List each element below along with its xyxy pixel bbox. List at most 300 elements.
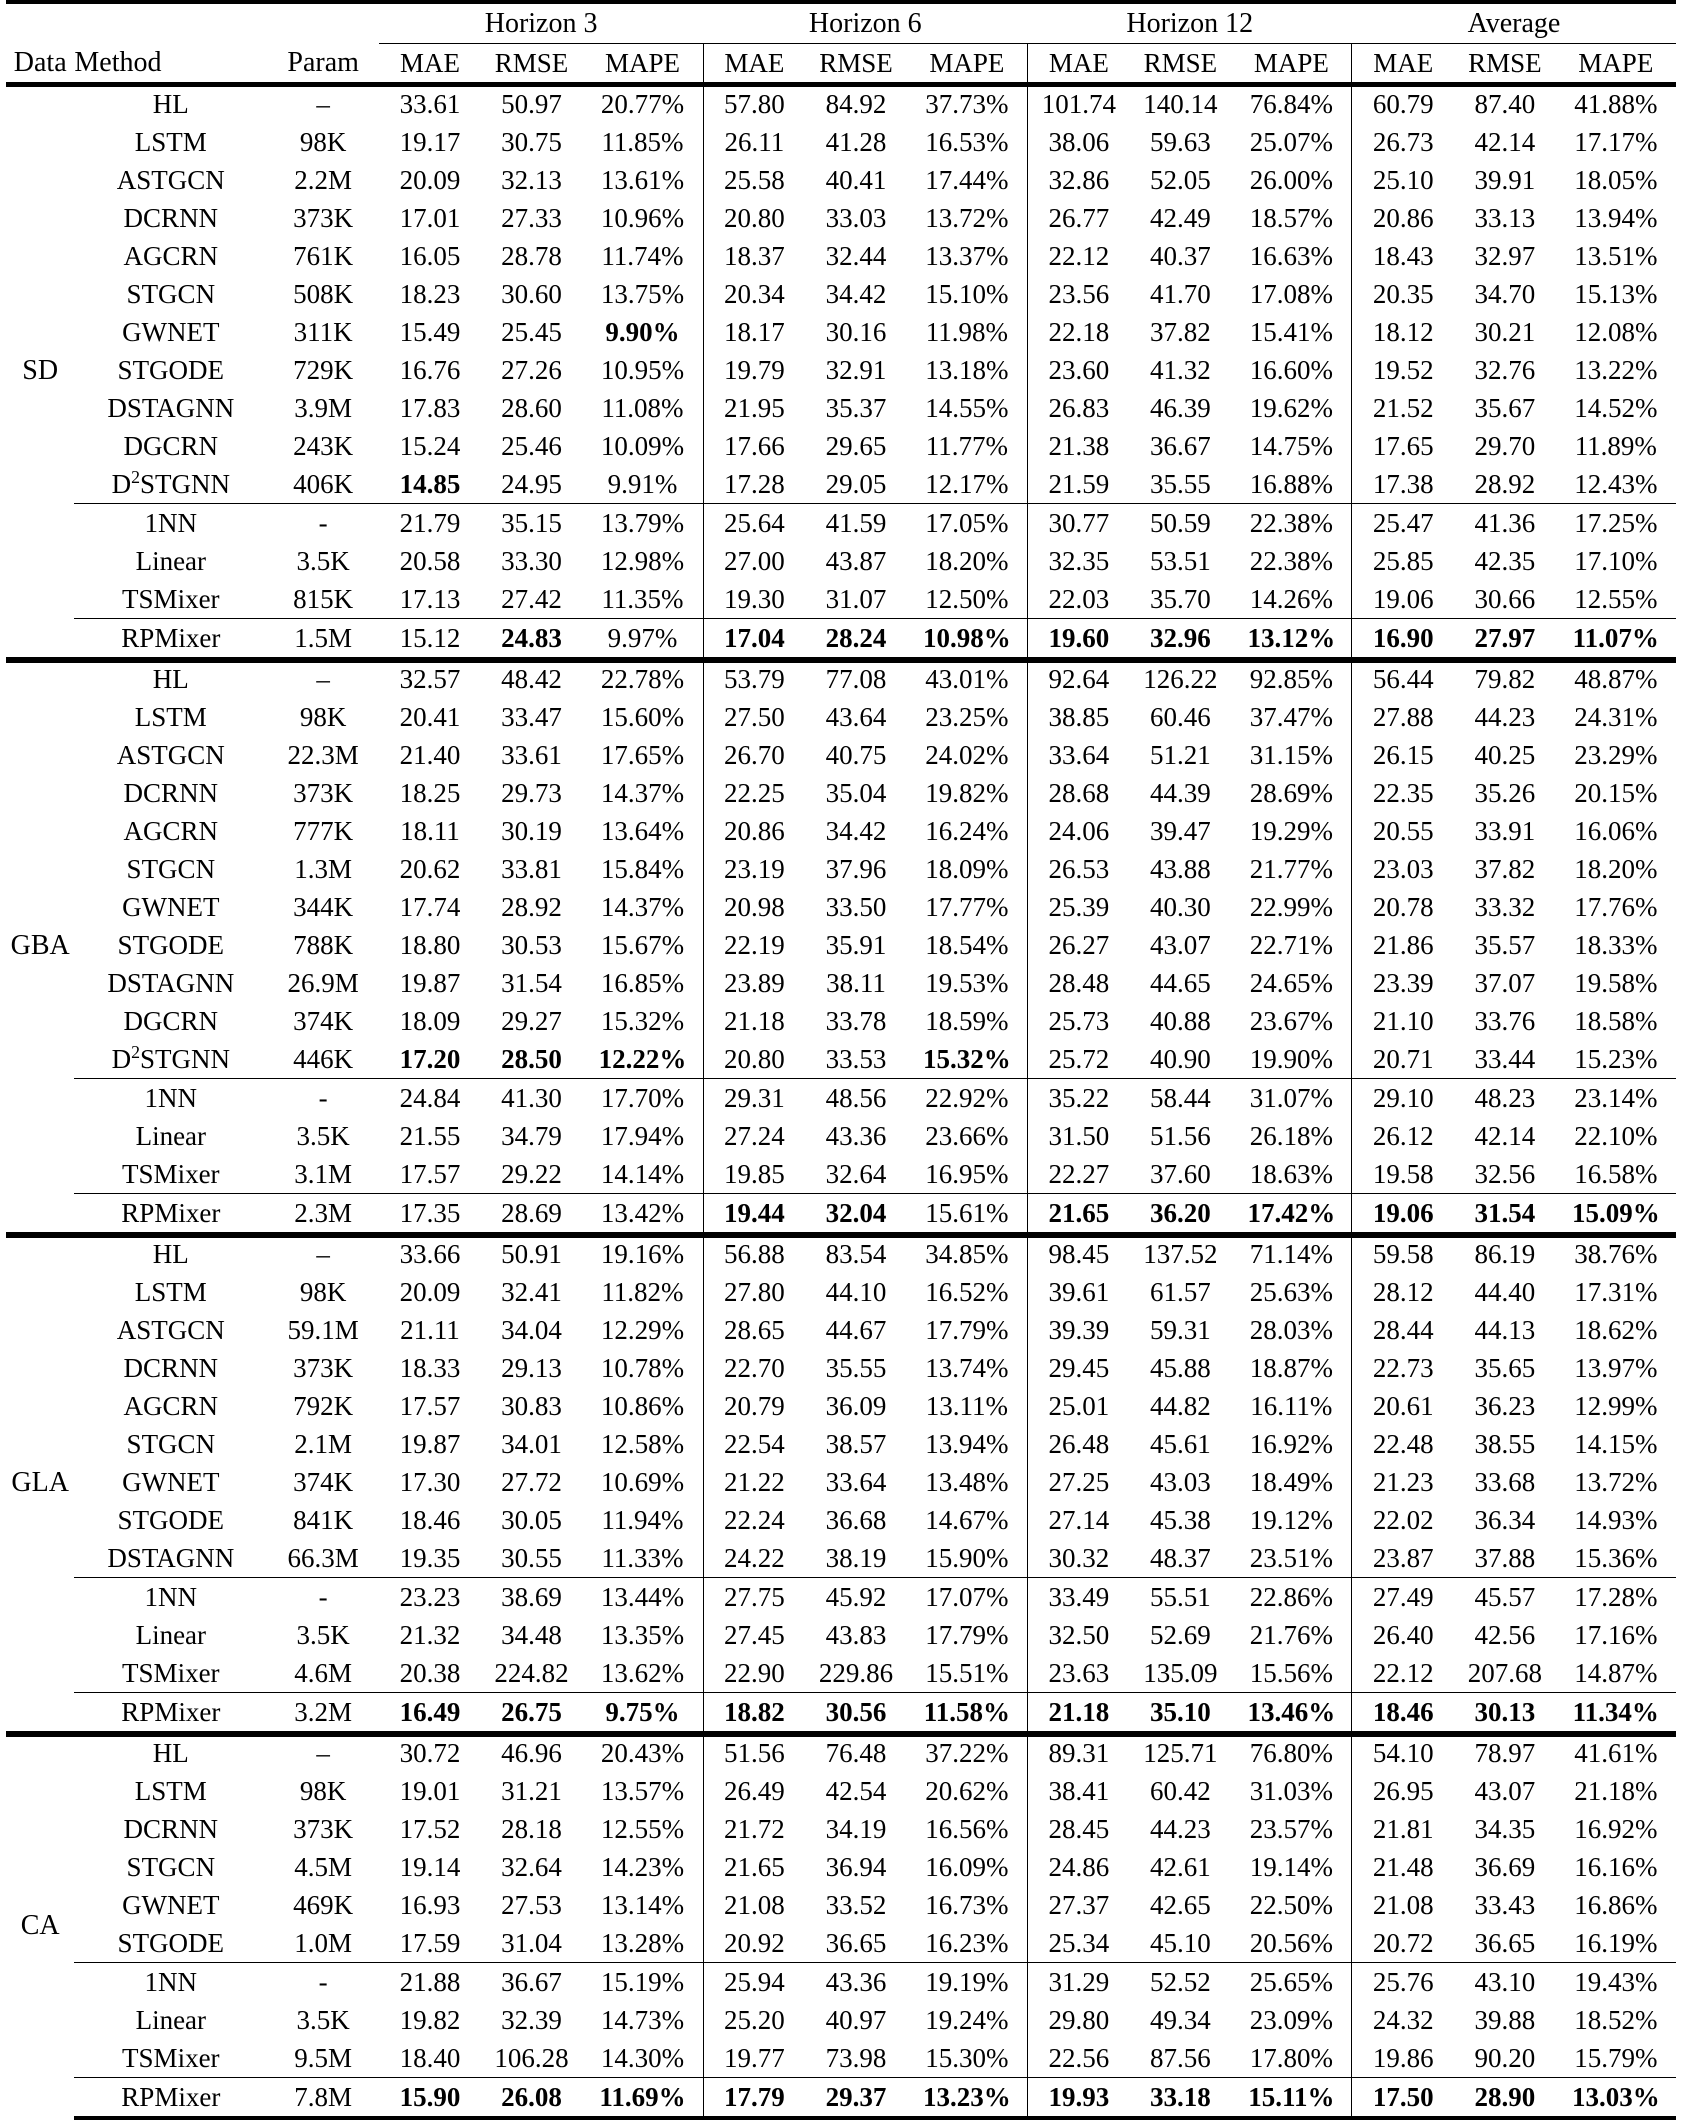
metric-value: 25.07% <box>1249 126 1333 157</box>
metric-value: 33.44 <box>1474 1043 1536 1074</box>
metric-value: 37.88 <box>1474 1542 1536 1573</box>
metric-value: 25.72 <box>1028 1040 1130 1079</box>
metric-value: 10.95% <box>600 354 685 385</box>
metric-value: 28.69% <box>1249 777 1333 808</box>
table-row <box>6 1733 1676 1773</box>
metric-value: 16.05 <box>399 240 461 271</box>
method-name: ASTGCN <box>116 1314 225 1345</box>
metric-value: 18.43 <box>1352 237 1454 275</box>
table-row <box>6 1234 1676 1274</box>
metric-value: 17.76% <box>1574 891 1658 922</box>
metric-value: 24.32 <box>1352 2001 1454 2039</box>
metric-value: 18.49% <box>1249 1466 1333 1497</box>
metric-value: 16.11% <box>1250 1390 1333 1421</box>
param-count: 311K <box>293 316 353 347</box>
metric-value: 20.09 <box>399 164 461 195</box>
table-row <box>6 659 1676 699</box>
metric-value: 19.29% <box>1249 815 1333 846</box>
metric-value: 43.07 <box>1474 1775 1536 1806</box>
metric-value: 23.39 <box>1352 964 1454 1002</box>
header-metric-h6-rmse: RMSE <box>819 47 893 78</box>
metric-value: 207.68 <box>1467 1657 1542 1688</box>
metric-value: 37.82 <box>1474 853 1536 884</box>
metric-value: 36.65 <box>825 1927 887 1958</box>
metric-value: 21.86 <box>1352 926 1454 964</box>
metric-value: 45.57 <box>1454 1578 1556 1617</box>
metric-value: 40.37 <box>1150 240 1211 271</box>
metric-value: 14.67% <box>925 1504 1009 1535</box>
metric-value: 28.48 <box>1028 964 1130 1002</box>
metric-value: 25.58 <box>703 161 805 199</box>
method-name: STGODE <box>117 354 225 385</box>
metric-value: 30.53 <box>501 929 562 960</box>
metric-value: 35.67 <box>1474 392 1536 423</box>
metric-value: 13.72% <box>1574 1466 1658 1497</box>
metric-value: 21.40 <box>399 739 461 770</box>
metric-value: 18.52% <box>1574 2004 1658 2035</box>
method-name: AGCRN <box>123 815 219 846</box>
metric-value: 22.86% <box>1231 1578 1352 1617</box>
metric-value: 87.40 <box>1454 84 1556 124</box>
metric-value: 27.50 <box>703 698 805 736</box>
metric-value: 11.77% <box>925 430 1008 461</box>
metric-value: 35.37 <box>825 392 887 423</box>
metric-value: 53.51 <box>1150 545 1211 576</box>
metric-value: 13.18% <box>925 354 1009 385</box>
metric-value: 21.23 <box>1352 1463 1454 1501</box>
metric-value: 23.89 <box>703 964 805 1002</box>
metric-value: 15.23% <box>1574 1043 1658 1074</box>
metric-value: 21.22 <box>703 1463 805 1501</box>
metric-value: 16.23% <box>925 1927 1009 1958</box>
metric-value: 32.64 <box>825 1158 887 1189</box>
metric-value: 13.57% <box>600 1775 685 1806</box>
metric-value: 30.56 <box>805 1693 907 1733</box>
metric-value: 33.43 <box>1474 1889 1536 1920</box>
metric-value: 48.37 <box>1150 1542 1211 1573</box>
metric-value: 25.45 <box>501 316 562 347</box>
table-row <box>6 774 1676 812</box>
metric-value: 26.18% <box>1249 1120 1333 1151</box>
method-name: DSTAGNN <box>107 392 235 423</box>
metric-value: 12.50% <box>925 583 1009 614</box>
metric-value: 23.09% <box>1249 2004 1333 2035</box>
metric-value: 15.30% <box>925 2042 1009 2073</box>
table-row <box>6 465 1676 504</box>
metric-value: 13.75% <box>600 278 685 309</box>
metric-value: 15.12 <box>379 619 481 659</box>
metric-value: 18.63% <box>1249 1158 1333 1189</box>
metric-value: 38.11 <box>826 967 886 998</box>
metric-value: 51.21 <box>1150 739 1211 770</box>
method-name: $D^2STGNN$ <box>111 1041 231 1074</box>
metric-value: 31.04 <box>501 1927 562 1958</box>
table-row <box>6 1578 1676 1617</box>
metric-value: 87.56 <box>1150 2042 1211 2073</box>
metric-value: 43.87 <box>825 545 887 576</box>
method-name: RPMixer <box>74 2078 267 2119</box>
metric-value: 18.54% <box>925 929 1009 960</box>
metric-value: 13.79% <box>582 504 703 543</box>
metric-value: 16.49 <box>379 1693 481 1733</box>
metric-value: 18.05% <box>1574 164 1658 195</box>
metric-value: 33.64 <box>825 1466 887 1497</box>
metric-value: 33.78 <box>825 1005 887 1036</box>
metric-value: 40.30 <box>1150 891 1211 922</box>
metric-value: 19.58 <box>1352 1155 1454 1194</box>
metric-value: 21.18 <box>1028 1693 1130 1733</box>
metric-value: 25.34 <box>1028 1924 1130 1963</box>
metric-value: 26.00% <box>1249 164 1333 195</box>
metric-value: 44.23 <box>1474 701 1536 732</box>
header-metric-h6-mae: MAE <box>703 44 805 84</box>
metric-value: 19.12% <box>1249 1504 1333 1535</box>
metric-value: 9.97% <box>582 619 703 659</box>
param-count: 4.6M <box>294 1657 353 1688</box>
metric-value: 13.12% <box>1231 619 1352 659</box>
table-row <box>6 1654 1676 1693</box>
metric-value: 28.92 <box>501 891 562 922</box>
metric-value: 34.19 <box>825 1813 887 1844</box>
metric-value: 16.85% <box>600 967 685 998</box>
metric-value: 224.82 <box>494 1657 569 1688</box>
table-row <box>6 964 1676 1002</box>
metric-value: 19.06 <box>1352 1194 1454 1234</box>
param-count: 373K <box>293 777 354 808</box>
metric-value: 33.32 <box>1474 891 1536 922</box>
method-name: ASTGCN <box>116 164 225 195</box>
metric-value: 27.88 <box>1352 698 1454 736</box>
metric-value: 56.44 <box>1352 659 1454 699</box>
metric-value: 11.58% <box>907 1693 1028 1733</box>
metric-value: 36.34 <box>1474 1504 1536 1535</box>
param-count: 761K <box>293 240 354 271</box>
metric-value: 11.85% <box>601 126 684 157</box>
metric-value: 36.23 <box>1474 1390 1536 1421</box>
metric-value: 12.17% <box>925 468 1009 499</box>
metric-value: 13.74% <box>925 1352 1009 1383</box>
metric-value: 30.60 <box>501 278 562 309</box>
metric-value: 15.84% <box>600 853 685 884</box>
metric-value: 10.09% <box>600 430 685 461</box>
method-name: Linear <box>135 1619 207 1650</box>
metric-value: 30.32 <box>1028 1539 1130 1578</box>
metric-value: 24.22 <box>703 1539 805 1578</box>
metric-value: 46.39 <box>1150 392 1211 423</box>
metric-value: 20.78 <box>1352 888 1454 926</box>
metric-value: 35.22 <box>1028 1079 1130 1118</box>
metric-value: 21.18% <box>1574 1775 1658 1806</box>
table-row <box>6 1117 1676 1155</box>
metric-value: 24.84 <box>379 1079 481 1118</box>
metric-value: 92.64 <box>1028 659 1130 699</box>
metric-value: 29.13 <box>501 1352 562 1383</box>
metric-value: 12.43% <box>1574 468 1658 499</box>
metric-value: 34.04 <box>501 1314 562 1345</box>
metric-value: 19.86 <box>1352 2039 1454 2078</box>
metric-value: 20.62% <box>925 1775 1009 1806</box>
metric-value: 34.48 <box>501 1619 562 1650</box>
metric-value: 19.16% <box>582 1234 703 1274</box>
method-name: Linear <box>135 545 207 576</box>
metric-value: 26.53 <box>1028 850 1130 888</box>
table-row <box>6 199 1676 237</box>
metric-value: 27.33 <box>501 202 562 233</box>
table-row <box>6 2039 1676 2078</box>
metric-value: 38.69 <box>481 1578 583 1617</box>
method-name: Linear <box>135 1120 207 1151</box>
metric-value: 9.91% <box>607 468 678 499</box>
metric-value: 15.24 <box>399 430 461 461</box>
table-row <box>6 351 1676 389</box>
metric-value: 42.49 <box>1150 202 1211 233</box>
metric-value: 16.88% <box>1249 468 1333 499</box>
metric-value: 19.17 <box>399 126 461 157</box>
method-superscript: 2 <box>131 466 140 487</box>
metric-value: 19.58% <box>1574 967 1658 998</box>
metric-value: 20.41 <box>399 701 461 732</box>
metric-value: 11.33% <box>601 1542 684 1573</box>
metric-value: 30.77 <box>1028 504 1130 543</box>
metric-value: 79.82 <box>1454 659 1556 699</box>
metric-value: 36.67 <box>481 1963 583 2002</box>
table-row <box>6 1848 1676 1886</box>
metric-value: 13.03% <box>1556 2078 1676 2119</box>
param-count: – <box>267 1733 379 1773</box>
metric-value: 16.73% <box>925 1889 1009 1920</box>
method-name: STGCN <box>126 278 216 309</box>
metric-value: 38.41 <box>1028 1772 1130 1810</box>
metric-value: 21.18 <box>703 1002 805 1040</box>
metric-value: 20.15% <box>1574 777 1658 808</box>
table-row <box>6 1693 1676 1733</box>
metric-value: 33.76 <box>1474 1005 1536 1036</box>
method-name: GWNET <box>122 891 220 922</box>
method-name: DCRNN <box>123 1813 219 1844</box>
metric-value: 14.14% <box>600 1158 685 1189</box>
metric-value: 18.80 <box>399 929 461 960</box>
metric-value: 26.12 <box>1352 1117 1454 1155</box>
header-param: Param <box>267 2 379 84</box>
metric-value: 16.19% <box>1574 1927 1658 1958</box>
metric-value: 17.80% <box>1249 2042 1333 2073</box>
param-count: 243K <box>293 430 354 461</box>
param-count: 3.5K <box>296 2004 350 2035</box>
method-name: RPMixer <box>74 1693 267 1733</box>
method-name: AGCRN <box>123 240 219 271</box>
method-name: RPMixer <box>74 1194 267 1234</box>
metric-value: 11.82% <box>601 1276 684 1307</box>
metric-value: 42.54 <box>825 1775 887 1806</box>
metric-value: 44.67 <box>825 1314 887 1345</box>
metric-value: 60.79 <box>1352 84 1454 124</box>
table-row <box>6 1079 1676 1118</box>
param-count: 9.5M <box>294 2042 353 2073</box>
metric-value: 22.02 <box>1352 1501 1454 1539</box>
table-row <box>6 1194 1676 1234</box>
param-count: 729K <box>293 354 354 385</box>
metric-value: 43.64 <box>825 701 887 732</box>
metric-value: 44.39 <box>1150 777 1211 808</box>
metric-value: 17.70% <box>582 1079 703 1118</box>
method-name: GWNET <box>122 1466 220 1497</box>
metric-value: 36.65 <box>1474 1927 1536 1958</box>
metric-value: 12.55% <box>1574 583 1658 614</box>
metric-value: 22.12 <box>1028 237 1130 275</box>
metric-value: 42.14 <box>1474 126 1536 157</box>
metric-value: 21.08 <box>1352 1886 1454 1924</box>
metric-value: 84.92 <box>805 84 907 124</box>
metric-value: 19.60 <box>1028 619 1130 659</box>
method-name: STGCN <box>126 853 216 884</box>
metric-value: 20.92 <box>703 1924 805 1963</box>
metric-value: 28.03% <box>1249 1314 1333 1345</box>
metric-value: 16.90 <box>1352 619 1454 659</box>
metric-value: 31.15% <box>1249 739 1333 770</box>
metric-value: 20.80 <box>703 199 805 237</box>
metric-value: 17.13 <box>399 583 461 614</box>
method-name: DSTAGNN <box>107 1542 235 1573</box>
metric-value: 17.35 <box>379 1194 481 1234</box>
metric-value: 18.25 <box>399 777 461 808</box>
metric-value: 28.65 <box>703 1311 805 1349</box>
metric-value: 125.71 <box>1130 1733 1232 1773</box>
metric-value: 21.65 <box>1028 1194 1130 1234</box>
metric-value: 37.96 <box>825 853 887 884</box>
metric-value: 34.35 <box>1474 1813 1536 1844</box>
header-metric-avg-rmse: RMSE <box>1468 47 1542 78</box>
header-metric-h12-mape: MAPE <box>1253 47 1329 78</box>
metric-value: 18.11 <box>400 815 460 846</box>
method-name: LSTM <box>134 701 207 732</box>
metric-value: 46.96 <box>481 1733 583 1773</box>
metric-value: 23.63 <box>1028 1654 1130 1693</box>
metric-value: 21.79 <box>379 504 481 543</box>
method-name: TSMixer <box>122 1657 220 1688</box>
metric-value: 48.23 <box>1454 1079 1556 1118</box>
metric-value: 25.20 <box>703 2001 805 2039</box>
metric-value: 35.70 <box>1150 583 1211 614</box>
metric-value: 13.35% <box>600 1619 685 1650</box>
metric-value: 22.19 <box>703 926 805 964</box>
dataset-label-ca: CA <box>6 1733 74 2119</box>
param-count: 2.2M <box>294 164 353 195</box>
metric-value: 17.01 <box>399 202 461 233</box>
metric-value: 15.49 <box>399 316 461 347</box>
param-count: - <box>267 1578 379 1617</box>
metric-value: 43.03 <box>1150 1466 1211 1497</box>
metric-value: 26.70 <box>703 736 805 774</box>
metric-value: 35.04 <box>825 777 887 808</box>
metric-value: 17.50 <box>1352 2078 1454 2119</box>
metric-value: 22.54 <box>703 1425 805 1463</box>
metric-value: 22.90 <box>703 1654 805 1693</box>
param-count: 22.3M <box>287 739 359 770</box>
metric-value: 27.80 <box>703 1273 805 1311</box>
metric-value: 12.98% <box>600 545 685 576</box>
metric-value: 20.58 <box>399 545 461 576</box>
metric-value: 15.67% <box>600 929 685 960</box>
metric-value: 17.65% <box>600 739 685 770</box>
metric-value: 22.38% <box>1231 504 1352 543</box>
header-metric-h6-mape: MAPE <box>929 47 1005 78</box>
metric-value: 11.69% <box>582 2078 703 2119</box>
param-count: 3.5K <box>296 1619 350 1650</box>
method-name: GWNET <box>122 1889 220 1920</box>
metric-value: 17.57 <box>399 1390 461 1421</box>
metric-value: 27.26 <box>501 354 562 385</box>
metric-value: 27.49 <box>1352 1578 1454 1617</box>
metric-value: 13.44% <box>582 1578 703 1617</box>
metric-value: 44.10 <box>825 1276 887 1307</box>
metric-value: 32.86 <box>1028 161 1130 199</box>
metric-value: 20.98 <box>703 888 805 926</box>
metric-value: 18.33% <box>1574 929 1658 960</box>
metric-value: 18.57% <box>1249 202 1333 233</box>
metric-value: 45.92 <box>805 1578 907 1617</box>
metric-value: 31.29 <box>1028 1963 1130 2002</box>
metric-value: 21.77% <box>1249 853 1333 884</box>
metric-value: 15.11% <box>1231 2078 1352 2119</box>
metric-value: 44.13 <box>1474 1314 1536 1345</box>
metric-value: 11.08% <box>601 392 684 423</box>
table-row <box>6 888 1676 926</box>
header-group-horizon-12: Horizon 12 <box>1028 2 1352 44</box>
param-count: 26.9M <box>287 967 359 998</box>
metric-value: 17.05% <box>907 504 1028 543</box>
metric-value: 32.57 <box>379 659 481 699</box>
param-count: 508K <box>293 278 354 309</box>
metric-value: 27.97 <box>1454 619 1556 659</box>
metric-value: 17.52 <box>399 1813 461 1844</box>
metric-value: 33.61 <box>379 84 481 124</box>
metric-value: 19.01 <box>399 1775 461 1806</box>
metric-value: 26.95 <box>1352 1772 1454 1810</box>
metric-value: 18.37 <box>703 237 805 275</box>
param-count: - <box>267 1963 379 2002</box>
metric-value: 23.60 <box>1028 351 1130 389</box>
metric-value: 20.34 <box>703 275 805 313</box>
param-count: 373K <box>293 1813 354 1844</box>
metric-value: 31.03% <box>1249 1775 1333 1806</box>
metric-value: 17.28 <box>703 465 805 504</box>
metric-value: 48.56 <box>805 1079 907 1118</box>
metric-value: 31.07% <box>1231 1079 1352 1118</box>
metric-value: 19.19% <box>907 1963 1028 2002</box>
metric-value: 28.90 <box>1454 2078 1556 2119</box>
metric-value: 14.30% <box>600 2042 685 2073</box>
metric-value: 16.06% <box>1574 815 1658 846</box>
metric-value: 15.32% <box>923 1043 1011 1074</box>
metric-value: 19.06 <box>1352 580 1454 619</box>
metric-value: 13.14% <box>600 1889 685 1920</box>
metric-value: 44.65 <box>1150 967 1211 998</box>
metric-value: 83.54 <box>805 1234 907 1274</box>
metric-value: 17.65 <box>1352 427 1454 465</box>
metric-value: 22.99% <box>1249 891 1333 922</box>
metric-value: 22.12 <box>1352 1654 1454 1693</box>
metric-value: 19.30 <box>703 580 805 619</box>
metric-value: 27.25 <box>1028 1463 1130 1501</box>
metric-value: 35.55 <box>1150 468 1211 499</box>
metric-value: 39.88 <box>1474 2004 1536 2035</box>
metric-value: 10.96% <box>600 202 685 233</box>
param-count: 98K <box>299 126 347 157</box>
dataset-label-sd: SD <box>6 84 74 659</box>
metric-value: 14.26% <box>1249 583 1333 614</box>
metric-value: 17.31% <box>1574 1276 1658 1307</box>
metric-value: 22.70 <box>703 1349 805 1387</box>
